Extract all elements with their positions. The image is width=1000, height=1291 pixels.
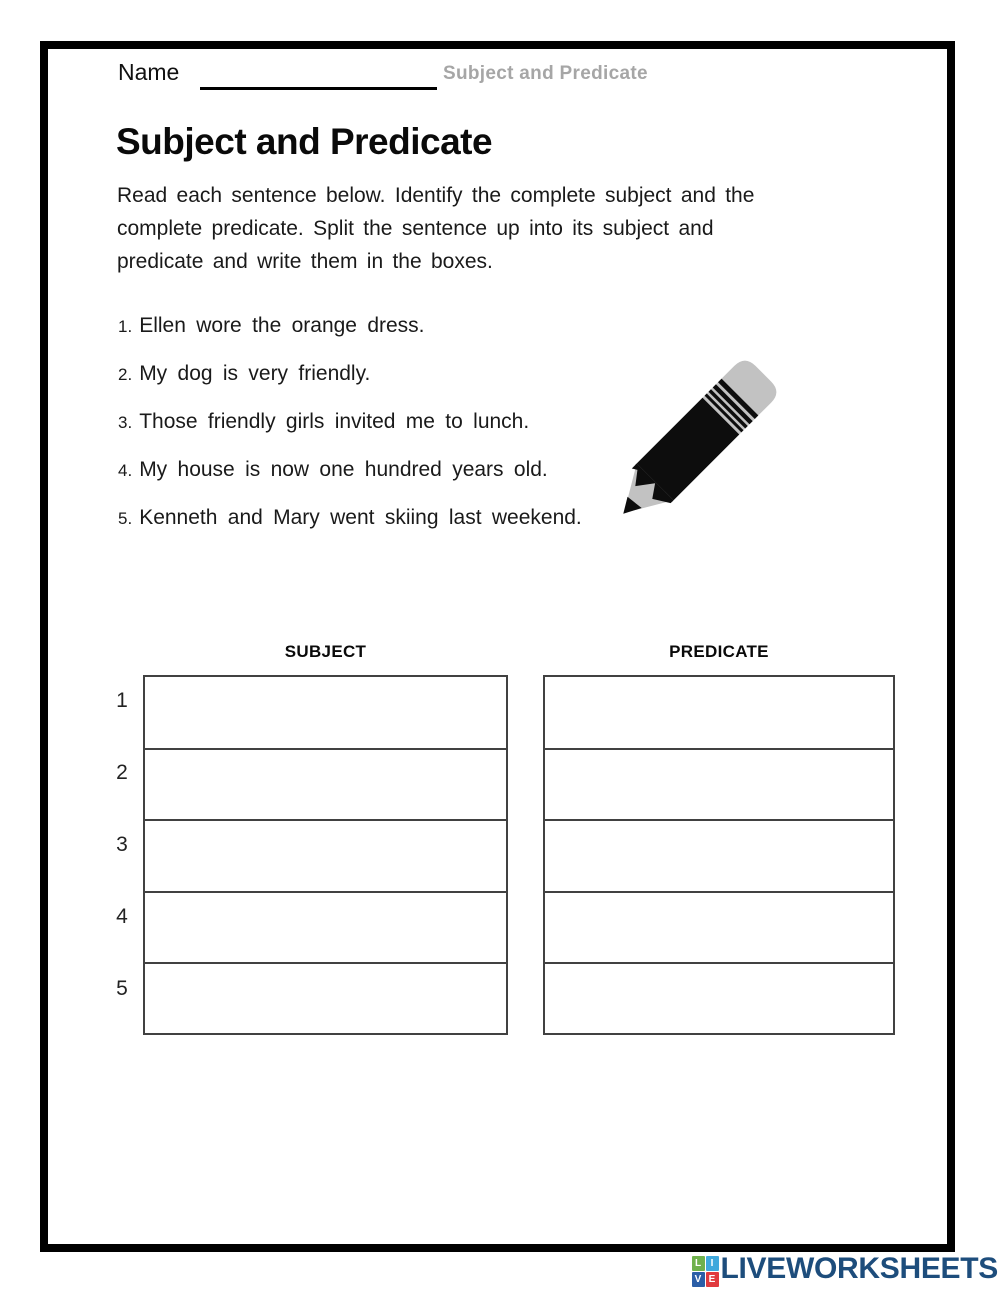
row-number-1: 1 [116,689,128,712]
sentence-number: 2. [118,365,133,384]
sentence-item-3 [118,410,529,434]
row-number-4: 4 [116,905,128,928]
pencil-icon [584,330,804,556]
sentence-number: 1. [118,317,133,336]
sentence-item-1 [118,314,425,338]
sentence-text: My dog is very friendly. [139,362,371,385]
sentence-text: Kenneth and Mary went skiing last weekend. [139,506,582,529]
sentence-text: Ellen wore the orange dress. [139,314,425,337]
subject-answer-cell-1[interactable] [145,677,506,748]
worksheet-subtitle: Subject and Predicate [443,63,648,84]
row-number-2: 2 [116,761,128,784]
predicate-answer-cell-4[interactable] [545,891,893,962]
sentence-number: 4. [118,461,133,480]
subject-table [143,675,508,1035]
logo-square-e: E [706,1272,719,1287]
instructions-line: complete predicate. Split the sentence up into its subject and [117,217,714,240]
name-label: Name [118,59,180,85]
sentence-item-4 [118,458,548,482]
row-number-5: 5 [116,977,128,1000]
logo-square-l: L [692,1256,705,1271]
predicate-column-header: PREDICATE [669,642,769,661]
subject-answer-cell-5[interactable] [145,962,506,1033]
row-number-3: 3 [116,833,128,856]
sentence-number: 3. [118,413,133,432]
page-title: Subject and Predicate [116,121,493,162]
predicate-answer-cell-3[interactable] [545,819,893,890]
sentence-text: My house is now one hundred years old. [139,458,548,481]
name-input-line[interactable] [200,63,437,90]
subject-answer-cell-4[interactable] [145,891,506,962]
liveworksheets-logo-icon [692,1256,719,1287]
liveworksheets-logo [692,1251,999,1287]
predicate-answer-cell-1[interactable] [545,677,893,748]
logo-square-v: V [692,1272,705,1287]
instructions-line: Read each sentence below. Identify the complete subject and the [117,184,755,207]
sentence-text: Those friendly girls invited me to lunch. [139,410,530,433]
sentence-item-5 [118,506,582,530]
predicate-table [543,675,895,1035]
logo-square-i: I [706,1256,719,1271]
subject-answer-cell-2[interactable] [145,748,506,819]
predicate-answer-cell-2[interactable] [545,748,893,819]
instructions-line: predicate and write them in the boxes. [117,250,493,273]
subject-column-header: SUBJECT [284,642,367,661]
predicate-answer-cell-5[interactable] [545,962,893,1033]
sentence-item-2 [118,362,370,386]
sentence-number: 5. [118,509,133,528]
instructions [117,179,754,278]
subject-answer-cell-3[interactable] [145,819,506,890]
liveworksheets-logo-text: LIVEWORKSHEETS [720,1252,998,1285]
